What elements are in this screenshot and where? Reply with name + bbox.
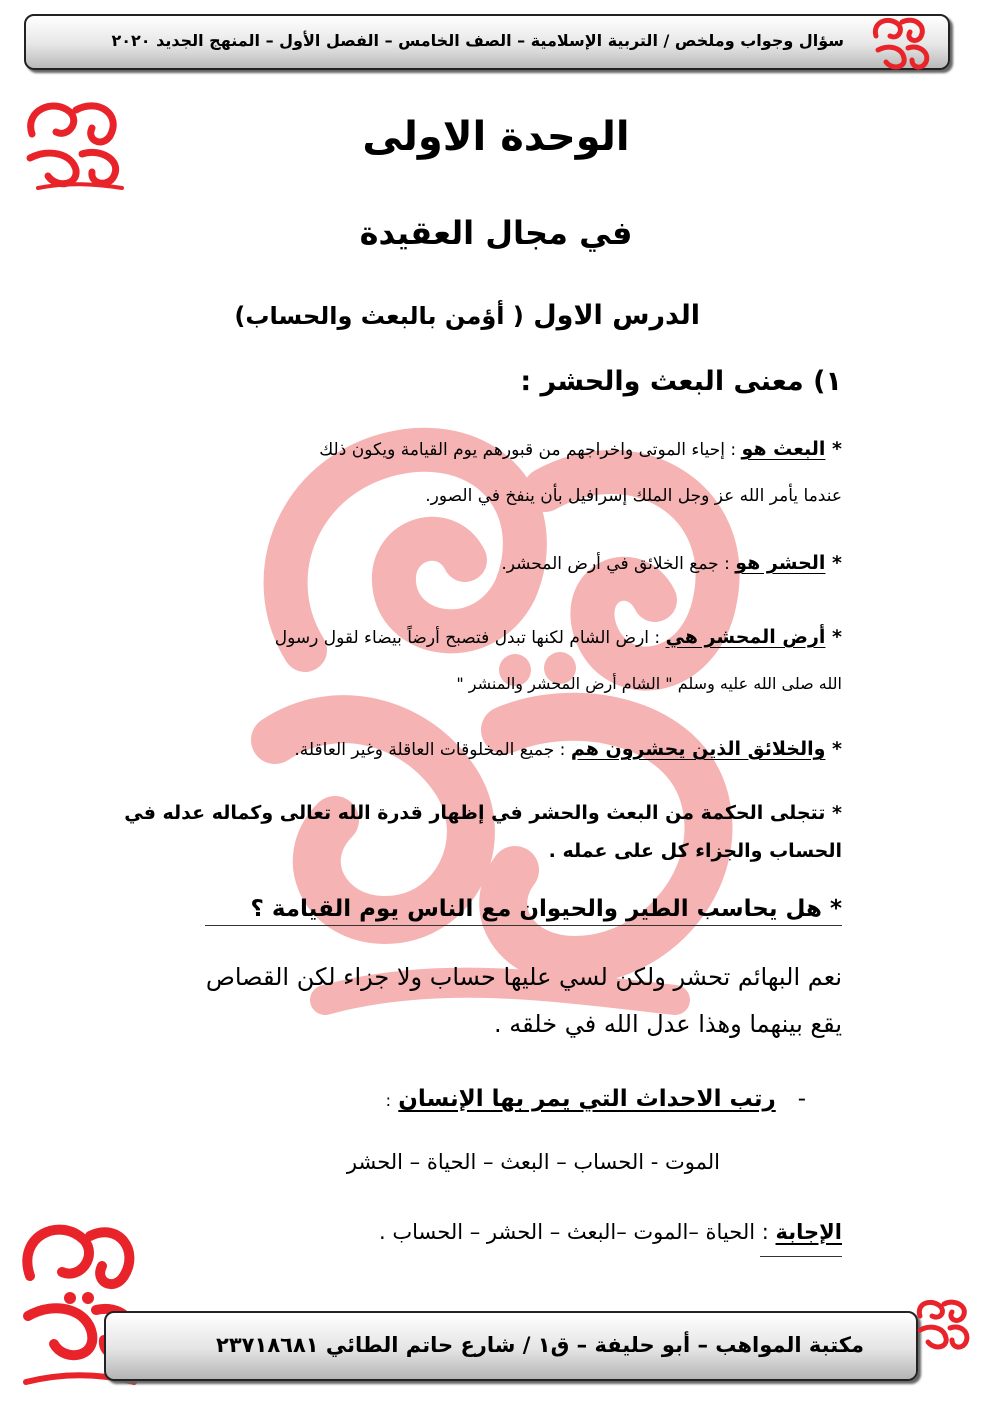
answer-line: نعم البهائم تحشر ولكن لسي عليها حساب ولا جزاء لكن القصاص (205, 963, 842, 991)
definition-ard: * أرض المحشر هي : ارض الشام لكنها تبدل فتصبح أرضاً بيضاء لقول رسول (274, 626, 842, 648)
ordering-heading (386, 1086, 806, 1112)
mawaheb-logo-icon (868, 12, 934, 74)
definition-text: : ارض الشام لكنها تبدل فتصبح أرضاً بيضاء لقول رسول (274, 628, 661, 648)
definition-hashr: * الحشر هو : جمع الخلائق في أرض المحشر. (501, 552, 842, 574)
mawaheb-logo-icon (912, 1294, 974, 1352)
answer-underline (760, 1256, 842, 1257)
ordering-dash: - (797, 1086, 806, 1112)
definition-khalaiq: * والخلائق الذين يحشرون هم : جميع المخلوقات العاقلة وغير العاقلة. (294, 738, 842, 760)
definition-text-cont: عندما يأمر الله عز وجل الملك إسرافيل بأن ينفخ في الصور. (425, 486, 842, 506)
definition-text: : جميع المخلوقات العاقلة وغير العاقلة. (294, 740, 566, 760)
lesson-name: ( أؤمن بالبعث والحساب) (234, 302, 524, 330)
wisdom-line: الحساب والجزاء كل على عمله . (548, 840, 842, 862)
definition-term: والخلائق الذين يحشرون هم (570, 738, 826, 760)
definition-term: الحشر هو (735, 552, 826, 574)
footer-text: مكتبة المواهب – أبو حليفة – ق١ / شارع حاتم الطائي ٢٣٧١٨٦٨١ (216, 1333, 864, 1357)
answer-line: يقع بينهما وهذا عدل الله في خلقه . (494, 1010, 842, 1038)
wisdom-line: * تتجلى الحكمة من البعث والحشر في إظهار قدرة الله تعالى وكماله عدله في (124, 802, 842, 824)
unit-subtitle: في مجال العقيدة (359, 214, 633, 252)
question-text: * هل يحاسب الطير والحيوان مع الناس يوم القيامة ؟ (250, 896, 842, 922)
header-bar (24, 14, 950, 70)
definition-term: أرض المحشر هي (665, 626, 826, 648)
footer-bar (104, 1311, 918, 1381)
unit-title: الوحدة الاولى (362, 114, 630, 160)
header-title: سؤال وجواب وملخص / التربية الإسلامية – الصف الخامس – الفصل الأول – المنهج الجديد ٢٠٢٠ (111, 31, 844, 50)
answer-label: الإجابة (775, 1220, 842, 1244)
ordering-answer (379, 1220, 842, 1244)
answer-text: : الحياة –الموت –البعث – الحشر – الحساب . (379, 1220, 769, 1244)
lesson-heading (234, 300, 700, 331)
lesson-label: الدرس الاول (533, 300, 700, 331)
definition-bath: * البعث هو : إحياء الموتى واخراجهم من قبورهم يوم القيامة ويكون ذلك (319, 438, 842, 460)
ordering-items: الموت - الحساب – البعث – الحياة – الحشر (346, 1150, 720, 1174)
definition-text: : جمع الخلائق في أرض المحشر. (501, 554, 730, 574)
definition-term: البعث هو (741, 438, 826, 460)
definition-text-cont: الله صلى الله عليه وسلم " الشام أرض المحشر والمنشر " (456, 674, 842, 693)
ordering-colon: : (385, 1091, 391, 1110)
question-underline (205, 925, 842, 926)
section-title: ١) معنى البعث والحشر : (520, 366, 842, 397)
definition-text: : إحياء الموتى واخراجهم من قبورهم يوم القيامة ويكون ذلك (319, 440, 737, 460)
ordering-title: رتب الاحداث التي يمر بها الإنسان (398, 1086, 776, 1112)
